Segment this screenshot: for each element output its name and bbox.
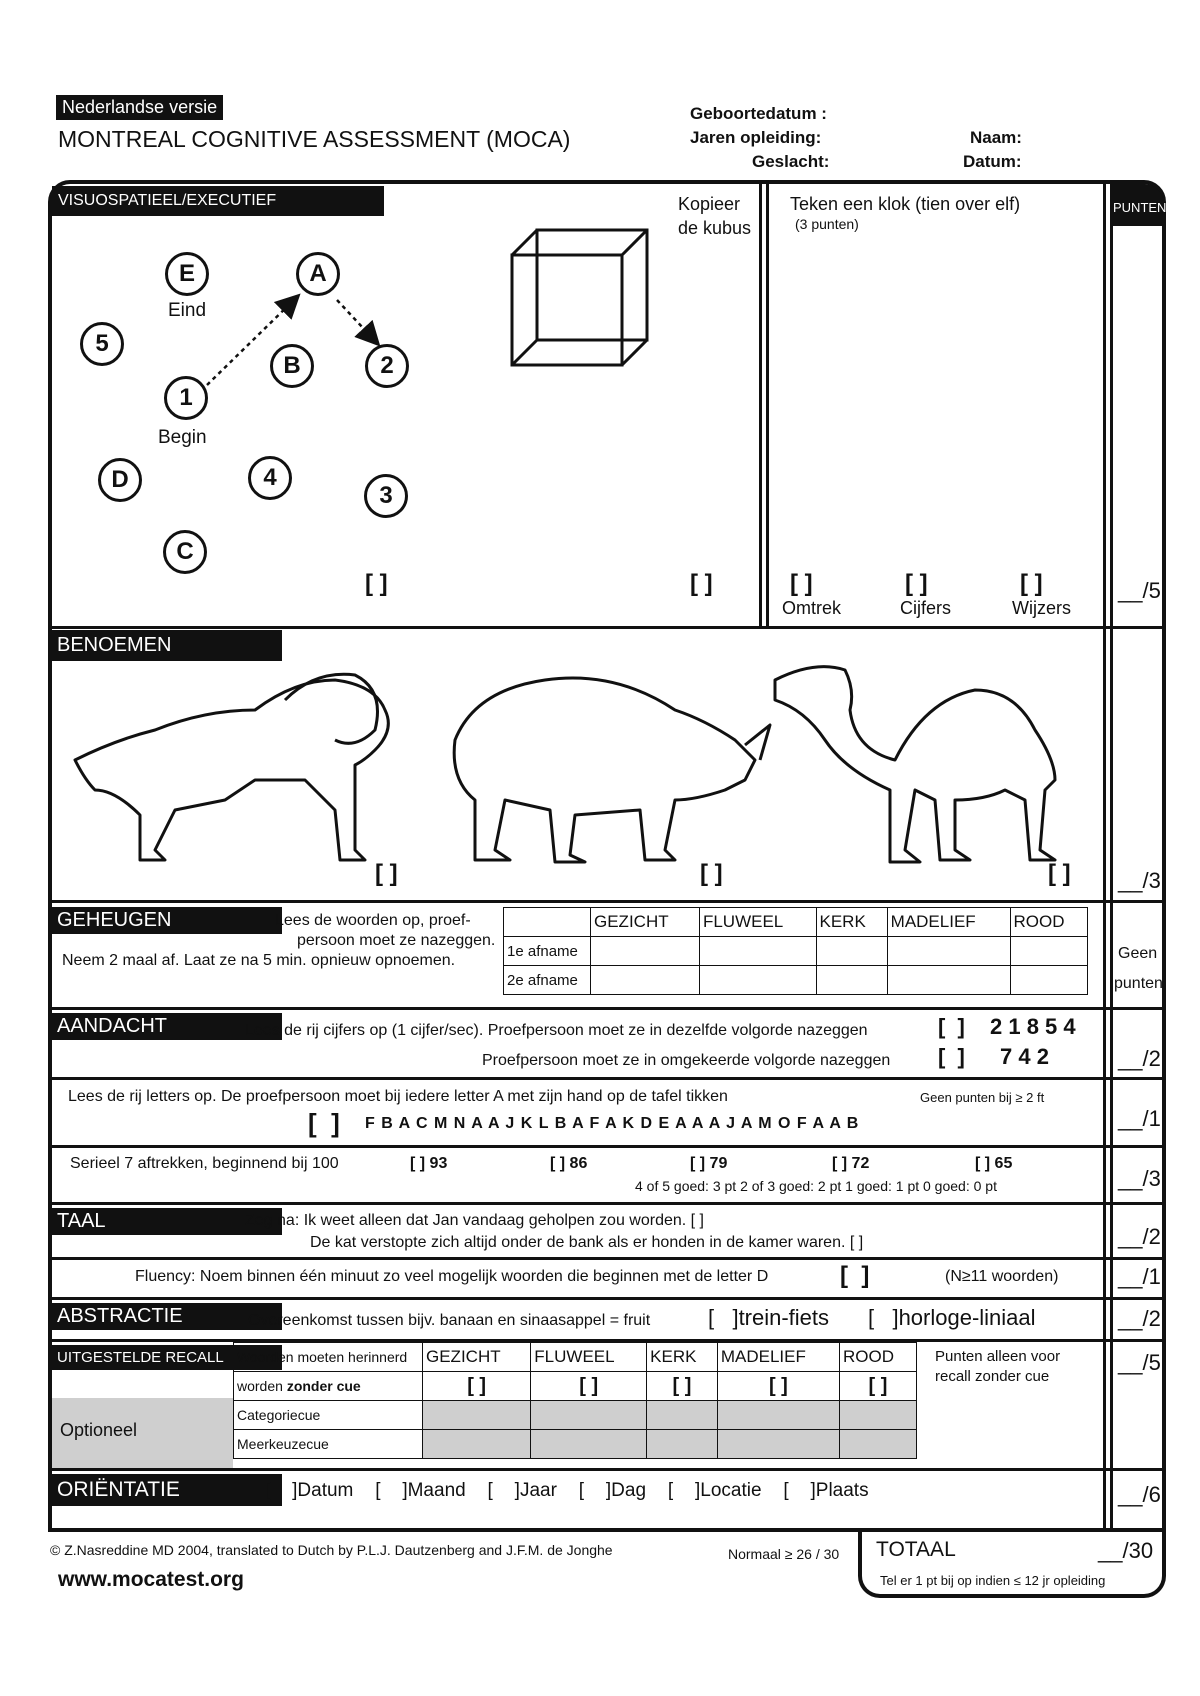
education-label: Jaren opleiding: — [690, 128, 822, 147]
serial7-scoring-note: 4 of 5 goed: 3 pt 2 of 3 goed: 2 pt 1 goed: 1 pt 0 goed: 0 pt — [635, 1178, 997, 1194]
wijzers-label: Wijzers — [1012, 598, 1071, 618]
naming-label: BENOEMEN — [52, 630, 282, 661]
trial-cell[interactable] — [699, 966, 816, 995]
abstraction-score: __/2 — [1118, 1306, 1161, 1331]
letters-note: Geen punten bij ≥ 2 ft — [920, 1090, 1045, 1105]
cue-cell[interactable] — [423, 1430, 531, 1459]
trail-node-5: 5 — [80, 322, 124, 366]
divider — [50, 1257, 1163, 1260]
no-points-1: Geen — [1118, 945, 1158, 962]
abstraction-item-1[interactable]: [ ]trein-fiets — [708, 1305, 830, 1330]
letter-sequence: F B A C M N A A J K L B A F A K D E A A A J A M O F A A B — [365, 1115, 860, 1132]
trail-node-a: A — [296, 252, 340, 296]
sex-label: Geslacht: — [752, 152, 830, 171]
trial-cell[interactable] — [887, 937, 1010, 966]
serial7-item[interactable]: [ ] 86 — [550, 1155, 588, 1172]
recall-note-1: Punten alleen voor — [935, 1348, 1061, 1365]
trail-node-d: D — [98, 458, 142, 502]
digits-backward-seq: 7 4 2 — [1000, 1044, 1049, 1069]
trial-cell[interactable] — [591, 966, 700, 995]
digits-backward-box[interactable]: [ ] — [938, 1044, 965, 1069]
animals-svg — [55, 650, 1095, 880]
letters-instr: Lees de rij letters op. De proefpersoon moet bij iedere letter A met zijn hand op de tafel tikken — [68, 1088, 728, 1105]
serial7-item[interactable]: [ ] 65 — [975, 1155, 1013, 1172]
fluency-score: __/1 — [1118, 1264, 1161, 1289]
trial-cell[interactable] — [816, 937, 887, 966]
normal-score-note: Normaal ≥ 26 / 30 — [728, 1546, 840, 1562]
clock-instruction: Teken een klok (tien over elf) — [790, 194, 1021, 214]
recall-box[interactable]: [ ] — [531, 1372, 647, 1401]
punten-header: PUNTEN — [1113, 184, 1163, 226]
digits-score: __/2 — [1118, 1046, 1161, 1071]
cue-cell[interactable] — [717, 1430, 839, 1459]
date-label: Datum: — [963, 152, 1022, 171]
cube-instruction: Kopieer — [678, 194, 741, 214]
fluency-instr: Fluency: Noem binnen één minuut zo veel mogelijk woorden die beginnen met de letter D — [135, 1268, 769, 1285]
dob-label: Geboortedatum : — [690, 104, 827, 123]
clock-hands-box[interactable]: [ ] — [1020, 570, 1043, 597]
fluency-box[interactable]: [ ] — [840, 1262, 870, 1289]
serial7-instr: Serieel 7 aftrekken, beginnend bij 100 — [70, 1155, 339, 1172]
trial-cell[interactable] — [699, 937, 816, 966]
optional-label: Optioneel — [60, 1420, 138, 1440]
divider — [50, 1202, 1163, 1205]
trial-cell[interactable] — [887, 966, 1010, 995]
camel-outline — [775, 667, 1055, 862]
attention-label: AANDACHT — [52, 1013, 282, 1040]
cube-drawing — [512, 230, 647, 365]
version-label: Nederlandse versie — [56, 95, 223, 120]
serial7-item[interactable]: [ ] 79 — [690, 1155, 728, 1172]
eind-label: Eind — [168, 300, 207, 321]
memory-word: MADELIEF — [887, 908, 1010, 937]
repetition-2: De kat verstopte zich altijd onder de bank als er honden in de kamer waren. [ ] — [310, 1234, 864, 1251]
total-score: __/30 — [1098, 1538, 1154, 1563]
name-label: Naam: — [970, 128, 1022, 147]
recall-box[interactable]: [ ] — [839, 1372, 916, 1401]
trail-node-e: E — [165, 252, 209, 296]
digits-forward-instr: Lees de rij cijfers op (1 cijfer/sec). Proefpersoon moet ze in dezelfde volgorde nazeggen — [245, 1022, 868, 1039]
education-correction-note: Tel er 1 pt bij op indien ≤ 12 jr opleiding — [880, 1573, 1106, 1588]
memory-instr-3: Neem 2 maal af. Laat ze na 5 min. opnieuw opnoemen. — [62, 952, 456, 969]
divider — [50, 1007, 1163, 1010]
clock-points: (3 punten) — [795, 216, 859, 232]
digits-forward-box[interactable]: [ ] — [938, 1014, 965, 1039]
memory-instr-2: persoon moet ze nazeggen. — [297, 932, 496, 949]
recall-word: GEZICHT — [423, 1343, 531, 1372]
trail-line-a-2 — [337, 300, 377, 343]
fluency-note: (N≥11 woorden) — [945, 1268, 1059, 1285]
page-title: MONTREAL COGNITIVE ASSESSMENT (MOCA) — [58, 126, 571, 152]
recall-instr: Woorden moeten herinnerd — [234, 1343, 423, 1372]
letters-score: __/1 — [1118, 1106, 1161, 1131]
clock-numbers-box[interactable]: [ ] — [905, 570, 928, 597]
recall-box[interactable]: [ ] — [647, 1372, 718, 1401]
cue-cell[interactable] — [717, 1401, 839, 1430]
rhino-outline — [454, 678, 755, 862]
omtrek-label: Omtrek — [782, 598, 842, 618]
camel-box[interactable]: [ ] — [1048, 860, 1071, 887]
orientation-label: ORIËNTATIE — [52, 1474, 282, 1506]
trail-node-3: 3 — [364, 474, 408, 518]
recall-instr-2: worden zonder cue — [234, 1372, 423, 1401]
website[interactable]: www.mocatest.org — [58, 1568, 244, 1591]
cue-cell[interactable] — [531, 1430, 647, 1459]
cue-cell[interactable] — [531, 1401, 647, 1430]
clock-contour-box[interactable]: [ ] — [790, 570, 813, 597]
letters-box[interactable]: [ ] — [308, 1108, 340, 1138]
recall-note-2: recall zonder cue — [935, 1368, 1050, 1385]
divider — [50, 1297, 1163, 1300]
divider — [50, 1077, 1163, 1080]
cue-cell[interactable] — [839, 1430, 916, 1459]
serial7-item[interactable]: [ ] 72 — [832, 1155, 870, 1172]
visuo-score: __/5 — [1118, 578, 1161, 603]
trail-node-b: B — [270, 344, 314, 388]
divider — [50, 900, 1163, 903]
recall-label: UITGESTELDE RECALL — [52, 1345, 282, 1370]
memory-word: KERK — [816, 908, 887, 937]
recall-box[interactable]: [ ] — [717, 1372, 839, 1401]
trail-score-box[interactable]: [ ] — [365, 570, 388, 597]
category-cue-label: Categoriecue — [234, 1401, 423, 1430]
mc-cue-label: Meerkeuzecue — [234, 1430, 423, 1459]
memory-instr-1: Lees de woorden op, proef- — [275, 912, 471, 929]
total-label: TOTAAL — [876, 1538, 956, 1561]
orientation-score: __/6 — [1118, 1482, 1161, 1507]
trial-1-label: 1e afname — [504, 937, 591, 966]
memory-table — [503, 907, 1088, 995]
memory-label: GEHEUGEN — [52, 907, 282, 934]
cube-score-box[interactable]: [ ] — [690, 570, 713, 597]
memory-word: GEZICHT — [591, 908, 700, 937]
language-label: TAAL — [52, 1208, 282, 1235]
lion-outline — [75, 680, 388, 860]
rhino-box[interactable]: [ ] — [700, 860, 723, 887]
abstraction-instr: Overeenkomst tussen bijv. banaan en sinaasappel = fruit — [248, 1312, 651, 1329]
divider — [50, 1468, 1163, 1471]
no-points-2: punten — [1114, 975, 1163, 992]
trail-node-1: 1 — [164, 376, 208, 420]
naming-score: __/3 — [1118, 868, 1161, 893]
cube-instruction-2: de kubus — [678, 218, 752, 238]
recall-word: ROOD — [839, 1343, 916, 1372]
score-col-divider2 — [1110, 183, 1113, 1528]
serial7-item[interactable]: [ ] 93 — [410, 1155, 448, 1172]
repetition-score: __/2 — [1118, 1224, 1161, 1249]
copyright: © Z.Nasreddine MD 2004, translated to Dutch by P.L.J. Dautzenberg and J.F.M. de Jonghe — [50, 1542, 613, 1558]
cue-cell[interactable] — [839, 1401, 916, 1430]
recall-word: MADELIEF — [717, 1343, 839, 1372]
recall-score: __/5 — [1118, 1350, 1161, 1375]
trial-cell[interactable] — [1010, 966, 1087, 995]
serial7-score: __/3 — [1118, 1166, 1161, 1191]
abstraction-item-2[interactable]: [ ]horloge-liniaal — [868, 1305, 1036, 1330]
digits-forward-seq: 2 1 8 5 4 — [990, 1014, 1076, 1039]
trail-node-2: 2 — [365, 344, 409, 388]
cue-cell[interactable] — [423, 1401, 531, 1430]
trial-2-label: 2e afname — [504, 966, 591, 995]
begin-label: Begin — [158, 427, 207, 448]
cue-cell[interactable] — [647, 1401, 718, 1430]
recall-table — [233, 1342, 917, 1459]
memory-word: ROOD — [1010, 908, 1087, 937]
memory-word: FLUWEEL — [699, 908, 816, 937]
trial-cell[interactable] — [591, 937, 700, 966]
divider — [50, 626, 1163, 629]
cue-cell[interactable] — [647, 1430, 718, 1459]
trail-node-4: 4 — [248, 456, 292, 500]
divider — [50, 1145, 1163, 1148]
trial-cell[interactable] — [1010, 937, 1087, 966]
trail-node-c: C — [163, 530, 207, 574]
orientation-items[interactable]: [ ]Datum [ ]Maand [ ]Jaar [ ]Dag [ ]Locatie [ ]Plaats — [265, 1480, 869, 1501]
visuo-label: VISUOSPATIEEL/EXECUTIEF — [52, 186, 384, 216]
lion-box[interactable]: [ ] — [375, 860, 398, 887]
repetition-1: Zeg na: Ik weet alleen dat Jan vandaag geholpen zou worden. [ ] — [245, 1212, 704, 1229]
cijfers-label: Cijfers — [900, 598, 952, 618]
trial-cell[interactable] — [816, 966, 887, 995]
clock-divider-2 — [766, 183, 769, 627]
digits-backward-instr: Proefpersoon moet ze in omgekeerde volgorde nazeggen — [482, 1052, 891, 1069]
recall-word: KERK — [647, 1343, 718, 1372]
recall-box[interactable]: [ ] — [423, 1372, 531, 1401]
clock-divider — [759, 183, 762, 627]
abstraction-label: ABSTRACTIE — [52, 1303, 282, 1330]
recall-word: FLUWEEL — [531, 1343, 647, 1372]
score-col-divider — [1103, 183, 1106, 1528]
